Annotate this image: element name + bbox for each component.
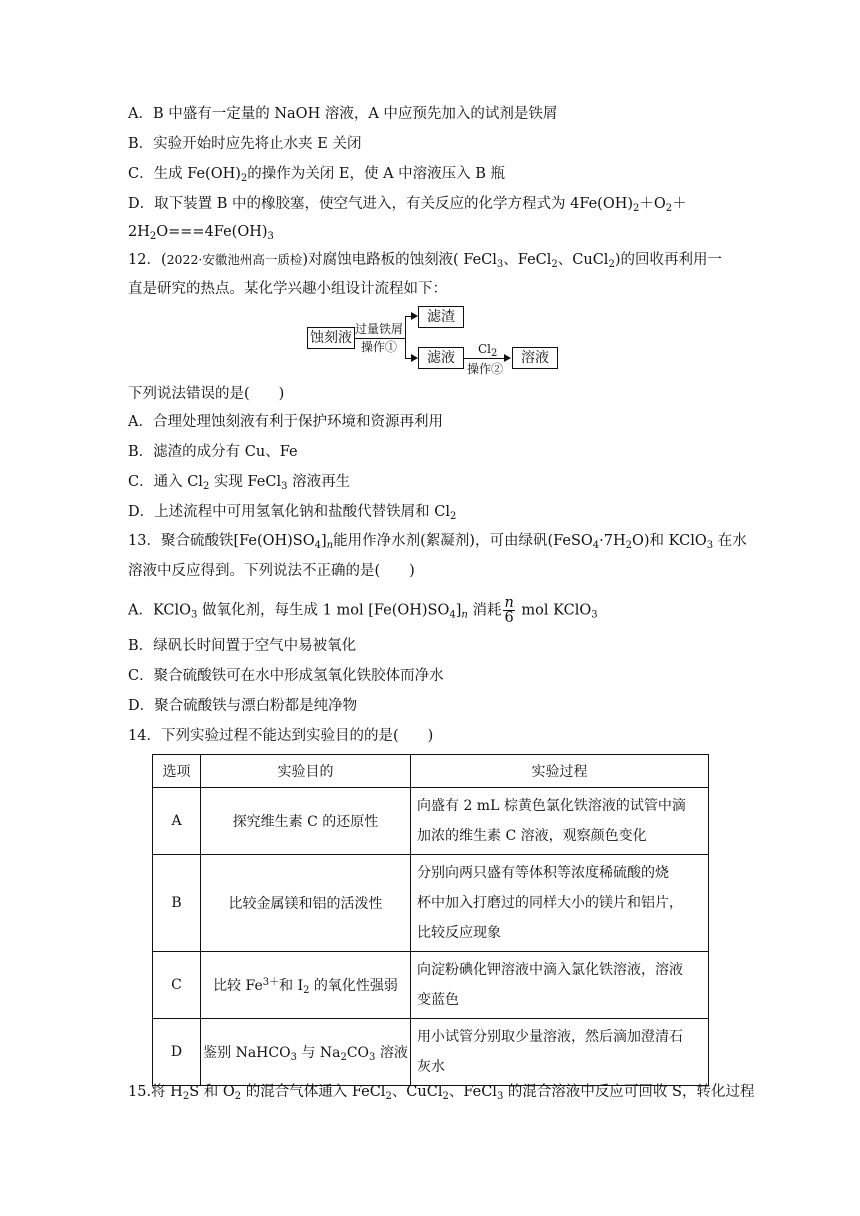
- flow-box-etch: 蚀刻液: [307, 327, 355, 349]
- table-cell-process: 分别向两只盛有等体积等浓度稀硫酸的烧 杯中加入打磨过的同样大小的镁片和铝片， 比较反应现象: [411, 855, 709, 952]
- table-cell-goal: 比较金属镁和铝的活泼性: [201, 855, 411, 952]
- q12-option-a: A．合理处理蚀刻液有利于保护环境和资源再利用: [128, 414, 443, 430]
- flow-line: [405, 316, 406, 358]
- table-cell-option: B: [153, 855, 201, 952]
- table-cell-goal: 鉴别 NaHCO$_3$ 与 $Na_2CO_3$ 溶液: [201, 1019, 411, 1086]
- flow-box-filtrate: 滤液: [418, 347, 464, 369]
- q12-option-c: C．通入 $Cl_2$ 实现 FeCl$_3$ 溶液再生: [128, 474, 351, 492]
- flow-line: [464, 358, 506, 359]
- table-cell-goal: 比较 $Fe^{3+}$和 $I_2$ 的氧化性强弱: [201, 952, 411, 1019]
- flow-label-cl2: $Cl_2$: [478, 342, 498, 359]
- q11-option-b: B．实验开始时应先将止水夹 E 关闭: [128, 136, 362, 152]
- q11-option-a: A．B 中盛有一定量的 NaOH 溶液，A 中应预先加入的试剂是铁屑: [128, 106, 558, 122]
- q13-stem: 13．聚合硫酸铁$[Fe(OH)SO_4]_n$能用作净水剂(絮凝剂)，可由绿矾$(FeSO_4\cdot 7H_2O)$和 KClO$_3$ 在水: [128, 533, 747, 551]
- q13-option-b: B．绿矾长时间置于空气中易被氧化: [128, 638, 357, 654]
- table-row: [153, 855, 709, 952]
- flow-arrow: [504, 354, 511, 362]
- table-cell-option: A: [153, 788, 201, 855]
- q14-stem: 14．下列实验过程不能达到实验目的的是( ): [128, 728, 434, 744]
- flow-box-solution: 溶液: [512, 347, 558, 369]
- table-cell-option: C: [153, 952, 201, 1019]
- table-row: [153, 788, 709, 855]
- table-cell-process: 用小试管分别取少量溶液，然后滴加澄清石 灰水: [411, 1019, 709, 1086]
- flow-label-op1: 操作①: [361, 340, 398, 354]
- table-cell-goal: 探究维生素 C 的还原性: [201, 788, 411, 855]
- q11-option-d-cont: $2H_2O===4Fe(OH)_3$: [128, 224, 274, 242]
- table-header: 实验目的: [201, 755, 411, 788]
- table-header-row: [153, 755, 709, 788]
- table-row: [153, 952, 709, 1019]
- flow-label-reagent: 过量铁屑: [355, 322, 404, 336]
- q13-option-c: C．聚合硫酸铁可在水中形成氢氧化铁胶体而净水: [128, 668, 444, 684]
- table-header: 选项: [153, 755, 201, 788]
- fraction: $\frac{n}{6}$: [504, 595, 514, 626]
- table-header: 实验过程: [411, 755, 709, 788]
- q15-stem: 15.将 $H_2S$ 和 $O_2$ 的混合气体通入 FeCl$_2$、CuCl$_2$、FeCl$_3$ 的混合溶液中反应可回收 S，转化过程: [128, 1084, 755, 1102]
- table-cell-process: 向淀粉碘化钾溶液中滴入氯化铁溶液，溶液 变蓝色: [411, 952, 709, 1019]
- q12-ask: 下列说法错误的是( ): [128, 386, 285, 402]
- q13-option-d: D．聚合硫酸铁与漂白粉都是纯净物: [128, 698, 358, 714]
- q13-option-a: A．KClO$_3$ 做氧化剂，每生成 1 mol $[Fe(OH)SO_4]_n$ 消耗 $\frac{n}{6}$ mol KClO$_3$: [128, 595, 598, 626]
- flow-arrow: [411, 312, 418, 320]
- q12-stem-cont: 直是研究的热点。某化学兴趣小组设计流程如下：: [128, 281, 447, 297]
- table-cell-process: 向盛有 2 mL 棕黄色氯化铁溶液的试管中滴 加浓的维生素 C 溶液，观察颜色变化: [411, 788, 709, 855]
- q12-option-d: D．上述流程中可用氢氧化钠和盐酸代替铁屑和 $Cl_2$: [128, 504, 457, 522]
- experiment-table: [152, 754, 709, 1086]
- q13-stem-cont: 溶液中反应得到。下列说法不正确的是( ): [128, 563, 415, 579]
- flow-arrow: [411, 354, 418, 362]
- flow-label-op2: 操作②: [467, 362, 504, 376]
- q11-option-c: C．生成 $Fe(OH)_2$的操作为关闭 E，使 A 中溶液压入 B 瓶: [128, 166, 506, 184]
- q12-option-b: B．滤渣的成分有 Cu、Fe: [128, 444, 298, 460]
- q11-option-d: D．取下装置 B 中的橡胶塞，使空气进入，有关反应的化学方程式为 $4Fe(OH)_2+O_2+$: [128, 196, 687, 214]
- table-cell-option: D: [153, 1019, 201, 1086]
- flow-line: [355, 338, 405, 339]
- table-row: [153, 1019, 709, 1086]
- flow-box-residue: 滤渣: [418, 306, 464, 328]
- q12-stem: 12．(2022·安徽池州高一质检)对腐蚀电路板的蚀刻液( FeCl$_3$、FeCl$_2$、CuCl$_2$)的回收再利用一: [128, 252, 722, 270]
